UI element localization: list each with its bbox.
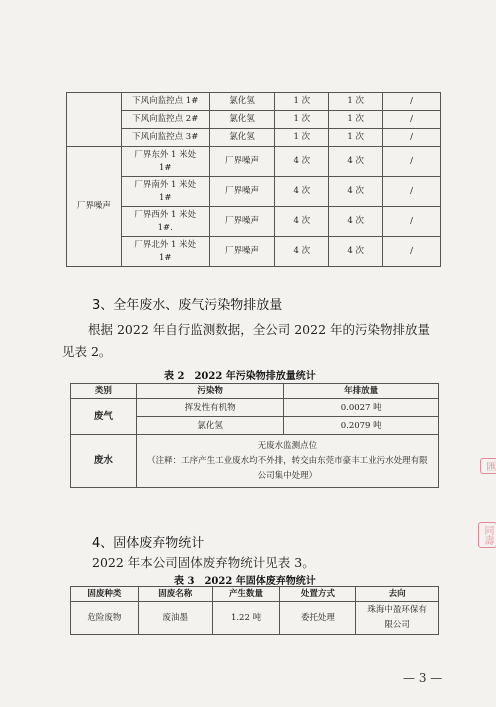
- freq-cell: 1 次: [329, 93, 383, 111]
- column-header: 固废种类: [71, 587, 139, 602]
- dest-cell: [356, 602, 439, 635]
- item-cell: 厂界噪声: [209, 237, 275, 267]
- table-row: [67, 129, 441, 147]
- paragraph-line: 根据 2022 年自行监测数据，全公司 2022 年的污染物排放量: [88, 322, 431, 337]
- freq-cell: 1 次: [329, 111, 383, 129]
- category-cell: 厂界噪声: [67, 147, 122, 267]
- table-row: [71, 399, 439, 417]
- seal-stamp: 匯: [480, 458, 496, 474]
- section-heading: 4、固体废弃物统计: [92, 536, 205, 551]
- point-line: 厂界东外 1 米处: [134, 149, 197, 160]
- emissions-table: [70, 383, 439, 488]
- point-line: 1#: [158, 192, 172, 203]
- item-cell: 氯化氢: [209, 129, 275, 147]
- point-cell: [121, 147, 209, 177]
- table-row: [67, 177, 441, 207]
- point-line: 1#.: [157, 222, 173, 233]
- table-row: [67, 111, 441, 129]
- seal-stamp: 同壽: [478, 522, 496, 548]
- point-line: 1#: [158, 252, 172, 263]
- point-line: 厂界西外 1 米处: [134, 209, 197, 220]
- freq-cell: 4 次: [329, 177, 383, 207]
- column-header: 年排放量: [284, 384, 439, 399]
- type-cell: 危险废物: [71, 602, 139, 635]
- water-note-line: （注释：工序产生工业废水均不外排，转交由东莞市豪丰工业污水处理有限: [147, 455, 428, 466]
- dest-line: 限公司: [384, 620, 410, 630]
- point-line: 厂界南外 1 米处: [134, 179, 197, 190]
- note-cell: /: [383, 237, 441, 267]
- table-header-row: [71, 384, 439, 399]
- paragraph-line: 2022 年本公司固体废弃物统计见表 3。: [92, 555, 315, 570]
- freq-cell: 1 次: [275, 111, 329, 129]
- table-header-row: [71, 587, 439, 602]
- note-cell: /: [383, 207, 441, 237]
- point-cell: [121, 237, 209, 267]
- name-cell: 废油墨: [138, 602, 212, 635]
- category-cell: 废气: [71, 399, 137, 435]
- column-header: 类别: [71, 384, 137, 399]
- point-cell: 下风向监控点 3#: [121, 129, 209, 147]
- column-header: 处置方式: [280, 587, 356, 602]
- section-heading: 3、全年废水、废气污染物排放量: [92, 298, 283, 313]
- freq-cell: 4 次: [329, 237, 383, 267]
- point-cell: 下风向监控点 1#: [121, 93, 209, 111]
- monitoring-table: [66, 92, 441, 267]
- blank-cell: [67, 93, 122, 147]
- column-header: 去向: [356, 587, 439, 602]
- point-line: 1#: [158, 162, 172, 173]
- solid-waste-table: [70, 586, 439, 635]
- item-cell: 氯化氢: [209, 93, 275, 111]
- freq-cell: 4 次: [329, 207, 383, 237]
- water-note-cell: [136, 435, 438, 488]
- point-cell: [121, 177, 209, 207]
- note-cell: /: [383, 177, 441, 207]
- pollutant-cell: 氯化氢: [136, 417, 284, 435]
- dest-line: 珠海中盈环保有: [367, 605, 427, 615]
- item-cell: 厂界噪声: [209, 147, 275, 177]
- table-row: [67, 207, 441, 237]
- page-number: — 3 —: [403, 671, 443, 685]
- pollutant-cell: 挥发性有机物: [136, 399, 284, 417]
- item-cell: 厂界噪声: [209, 177, 275, 207]
- method-cell: 委托处理: [280, 602, 356, 635]
- table-row: [67, 93, 441, 111]
- qty-cell: 1.22 吨: [212, 602, 280, 635]
- note-cell: /: [383, 111, 441, 129]
- category-cell: 废水: [71, 435, 137, 488]
- water-note-line: 公司集中处理）: [257, 470, 318, 481]
- table-caption: 表 3 2022 年固体废弃物统计: [174, 576, 316, 587]
- point-cell: 下风向监控点 2#: [121, 111, 209, 129]
- freq-cell: 4 次: [329, 147, 383, 177]
- note-cell: /: [383, 129, 441, 147]
- amount-cell: 0.2079 吨: [284, 417, 439, 435]
- table-row: [67, 237, 441, 267]
- note-cell: /: [383, 147, 441, 177]
- amount-cell: 0.0027 吨: [284, 399, 439, 417]
- item-cell: 氯化氢: [209, 111, 275, 129]
- freq-cell: 1 次: [275, 129, 329, 147]
- freq-cell: 1 次: [275, 93, 329, 111]
- table-caption: 表 2 2022 年污染物排放量统计: [164, 371, 316, 382]
- water-note-line: 无废水监测点位: [257, 440, 318, 451]
- freq-cell: 4 次: [275, 237, 329, 267]
- column-header: 产生数量: [212, 587, 280, 602]
- column-header: 污染物: [136, 384, 284, 399]
- point-line: 厂界北外 1 米处: [134, 239, 197, 250]
- freq-cell: 4 次: [275, 207, 329, 237]
- paragraph-line: 见表 2。: [62, 344, 112, 359]
- column-header: 固废名称: [138, 587, 212, 602]
- freq-cell: 4 次: [275, 147, 329, 177]
- point-cell: [121, 207, 209, 237]
- table-row: [71, 435, 439, 488]
- freq-cell: 1 次: [329, 129, 383, 147]
- table-row: [71, 602, 439, 635]
- item-cell: 厂界噪声: [209, 207, 275, 237]
- table-row: [67, 147, 441, 177]
- note-cell: /: [383, 93, 441, 111]
- freq-cell: 4 次: [275, 177, 329, 207]
